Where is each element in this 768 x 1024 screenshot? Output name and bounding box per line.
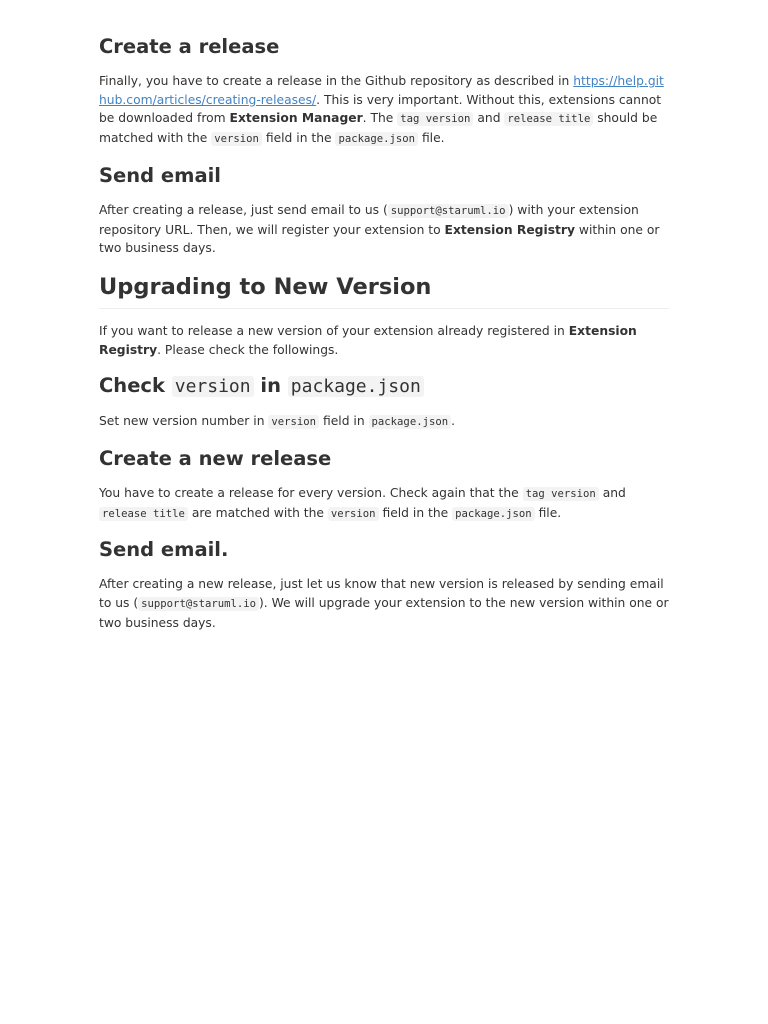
bold-extension-registry: Extension Registry bbox=[444, 222, 575, 237]
paragraph-send-email-2: After creating a new release, just let us know that new version is released by sending email to us ( support@staruml.io ). We will upgrade your extension to the new version within one or two business days. bbox=[99, 577, 669, 630]
bold-extension-manager: Extension Manager bbox=[229, 111, 363, 126]
code-tag-version: tag version bbox=[397, 112, 473, 126]
paragraph-create-release: Finally, you have to create a release in the Github repository as described in https://help.github.com/articles/creating-releases/. This is very important. Without this, extensions cannot be downloaded from Extension Manager. The tag version and release title should be matched with the version field in the package.json file. bbox=[99, 74, 664, 146]
heading-send-email: Send email bbox=[99, 163, 221, 187]
code-support-email: support@staruml.io bbox=[138, 597, 259, 611]
code-support-email: support@staruml.io bbox=[388, 204, 509, 218]
document-content bbox=[99, 34, 669, 647]
code-package-json: package.json bbox=[452, 507, 535, 521]
bold-extension-registry: Extension Registry bbox=[99, 323, 637, 357]
code-tag-version: tag version bbox=[523, 487, 599, 501]
paragraph-upgrading: If you want to release a new version of your extension already registered in Extension Registry. Please check the followings. bbox=[99, 323, 637, 357]
heading-create-a-release: Create a release bbox=[99, 35, 280, 58]
heading-create-a-new-release: Create a new release bbox=[99, 447, 332, 471]
heading-send-email-2: Send email. bbox=[99, 538, 229, 562]
paragraph-create-new-release: You have to create a release for every version. Check again that the tag version and release title are matched with the version field in the package.json file. bbox=[99, 486, 626, 520]
code-version: version bbox=[172, 376, 254, 397]
code-package-json: package.json bbox=[369, 415, 452, 429]
code-package-json: package.json bbox=[335, 132, 418, 146]
paragraph-check-version: Set new version number in version field in package.json . bbox=[99, 414, 456, 429]
code-release-title: release title bbox=[99, 507, 188, 521]
paragraph-send-email: After creating a release, just send email to us ( support@staruml.io ) with your extension repository URL. Then, we will register your extension to Extension Registry within one or two business days. bbox=[99, 202, 660, 256]
link-github-creating-releases[interactable]: https://help.github.com/articles/creating-releases/ bbox=[99, 74, 664, 107]
code-package-json: package.json bbox=[288, 376, 424, 397]
code-release-title: release title bbox=[504, 112, 593, 126]
heading-check-version: Check version in package.json bbox=[99, 373, 669, 400]
code-version: version bbox=[211, 132, 262, 146]
code-version: version bbox=[268, 415, 319, 429]
heading-upgrading-to-new-version: Upgrading to New Version bbox=[99, 272, 669, 309]
code-version: version bbox=[328, 507, 379, 521]
